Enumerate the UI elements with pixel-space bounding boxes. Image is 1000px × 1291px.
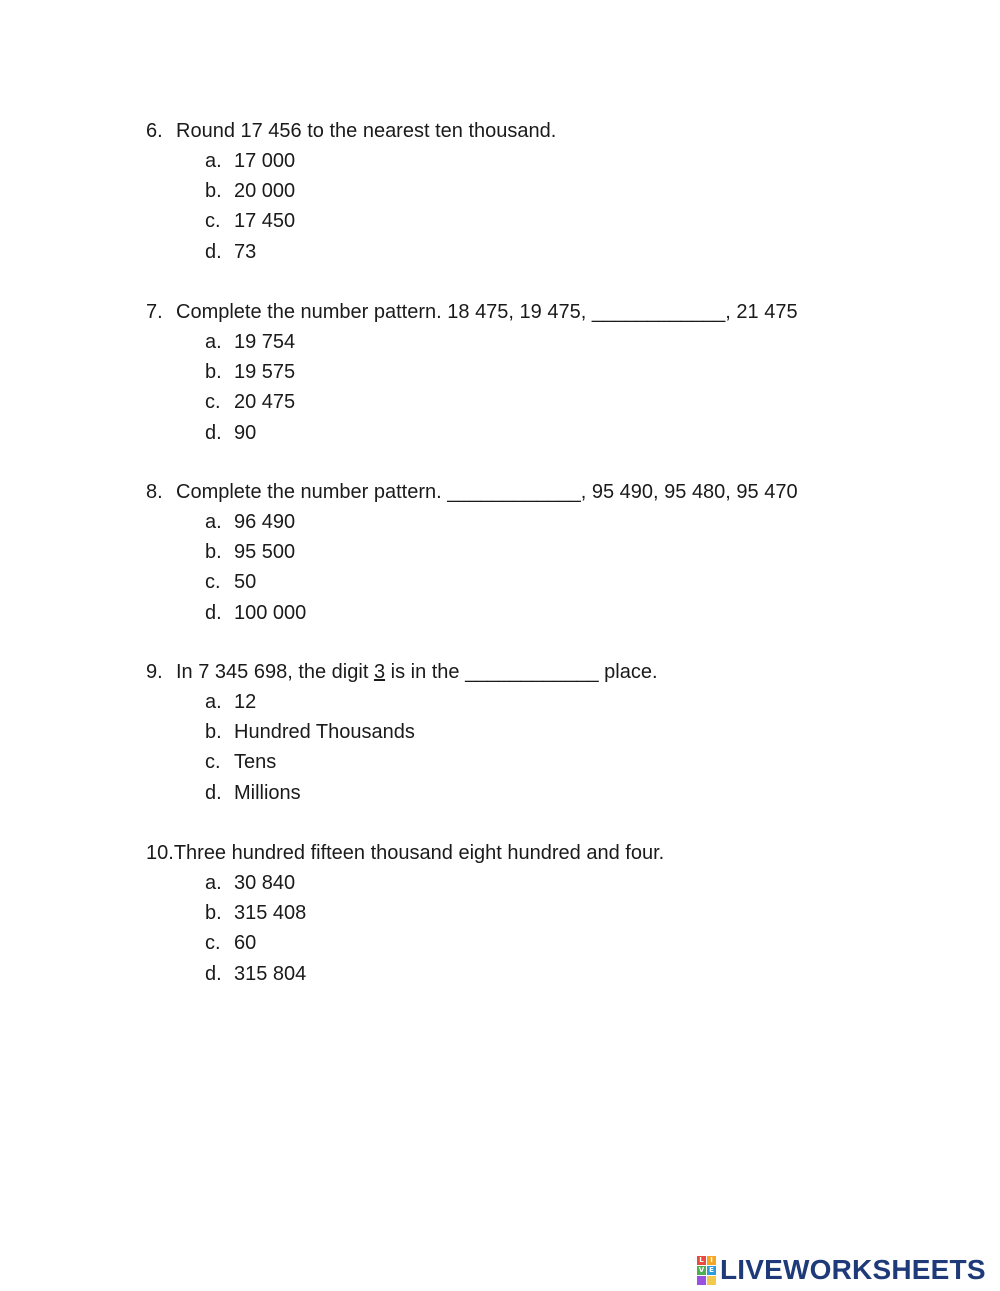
question-text — [146, 657, 906, 687]
option-letter: d. — [205, 240, 222, 263]
option-letter: d. — [205, 781, 222, 804]
question-text — [146, 838, 906, 868]
option-d[interactable] — [146, 237, 906, 267]
logo-block: I — [707, 1256, 716, 1265]
option-text: Millions — [234, 781, 301, 804]
option-c[interactable] — [146, 928, 906, 958]
option-text: 60 — [234, 932, 257, 955]
option-text: 17 450 — [234, 210, 296, 233]
option-text: 315 408 — [234, 902, 307, 925]
option-c[interactable] — [146, 747, 906, 777]
option-text: Hundred Thousands — [234, 721, 415, 744]
question-text — [146, 116, 906, 146]
option-letter: a. — [205, 872, 222, 894]
question-prompt-start: In 7 345 698, the digit — [176, 661, 374, 683]
option-a[interactable] — [146, 687, 906, 717]
question-6 — [146, 116, 906, 267]
option-letter: d. — [205, 421, 222, 444]
option-a[interactable] — [146, 507, 906, 537]
question-prompt-end: is in the ____________ place. — [385, 661, 658, 683]
option-d[interactable] — [146, 778, 906, 808]
underlined-digit: 3 — [373, 661, 386, 683]
option-text: 20 000 — [234, 180, 296, 203]
option-letter: a. — [205, 331, 222, 353]
option-d[interactable] — [146, 959, 906, 989]
option-c[interactable] — [146, 206, 906, 236]
option-text: 30 840 — [234, 872, 296, 894]
question-text — [146, 477, 906, 507]
option-letter: b. — [205, 180, 222, 203]
option-letter: a. — [205, 150, 222, 172]
option-letter: b. — [205, 721, 222, 744]
logo-block — [707, 1276, 716, 1285]
option-c[interactable] — [146, 567, 906, 597]
question-number: 8. — [146, 481, 163, 503]
option-letter: d. — [205, 962, 222, 985]
question-number: 7. — [146, 301, 163, 323]
option-text: 19 575 — [234, 361, 296, 384]
option-text: 50 — [234, 571, 257, 594]
liveworksheets-logo — [697, 1256, 986, 1284]
question-prompt: Round 17 456 to the nearest ten thousand. — [176, 120, 557, 142]
question-text — [146, 297, 906, 327]
option-letter: d. — [205, 601, 222, 624]
options-list — [146, 507, 906, 628]
option-text: 100 000 — [234, 601, 307, 624]
option-text: 90 — [234, 421, 257, 444]
question-number: 6. — [146, 120, 163, 142]
option-text: 96 490 — [234, 511, 296, 533]
logo-block: L — [697, 1256, 706, 1265]
logo-block — [697, 1276, 706, 1285]
option-b[interactable] — [146, 898, 906, 928]
option-text: 12 — [234, 691, 257, 713]
question-9 — [146, 657, 906, 808]
option-c[interactable] — [146, 387, 906, 417]
option-letter: a. — [205, 691, 222, 713]
option-letter: b. — [205, 361, 222, 384]
option-a[interactable] — [146, 146, 906, 176]
option-b[interactable] — [146, 357, 906, 387]
option-text: Tens — [234, 751, 277, 774]
option-letter: b. — [205, 541, 222, 564]
question-number: 10. — [146, 842, 174, 864]
question-prompt: Complete the number pattern. 18 475, 19 475, ____________, 21 475 — [176, 301, 798, 323]
option-letter: c. — [205, 210, 221, 233]
option-text: 95 500 — [234, 541, 296, 564]
option-letter: c. — [205, 751, 221, 774]
logo-block: E — [707, 1266, 716, 1275]
logo-blocks-icon — [697, 1256, 716, 1285]
option-text: 19 754 — [234, 331, 296, 353]
options-list — [146, 687, 906, 808]
question-8 — [146, 477, 906, 628]
option-text: 73 — [234, 240, 257, 263]
question-10 — [146, 838, 906, 989]
options-list — [146, 146, 906, 267]
option-text: 315 804 — [234, 962, 307, 985]
options-list — [146, 868, 906, 989]
option-b[interactable] — [146, 176, 906, 206]
options-list — [146, 327, 906, 448]
question-number: 9. — [146, 661, 163, 683]
option-b[interactable] — [146, 537, 906, 567]
option-d[interactable] — [146, 598, 906, 628]
question-prompt: Complete the number pattern. ____________, 95 490, 95 480, 95 470 — [176, 481, 798, 503]
option-b[interactable] — [146, 717, 906, 747]
option-text: 20 475 — [234, 391, 296, 414]
option-letter: c. — [205, 571, 221, 594]
logo-text: LIVEWORKSHEETS — [720, 1254, 986, 1285]
option-a[interactable] — [146, 327, 906, 357]
option-a[interactable] — [146, 868, 906, 898]
option-text: 17 000 — [234, 150, 296, 172]
question-prompt: Three hundred fifteen thousand eight hundred and four. — [173, 842, 665, 864]
option-letter: b. — [205, 902, 222, 925]
option-letter: a. — [205, 511, 222, 533]
option-d[interactable] — [146, 418, 906, 448]
option-letter: c. — [205, 932, 221, 955]
question-7 — [146, 297, 906, 448]
option-letter: c. — [205, 391, 221, 414]
logo-block: V — [698, 1265, 705, 1274]
